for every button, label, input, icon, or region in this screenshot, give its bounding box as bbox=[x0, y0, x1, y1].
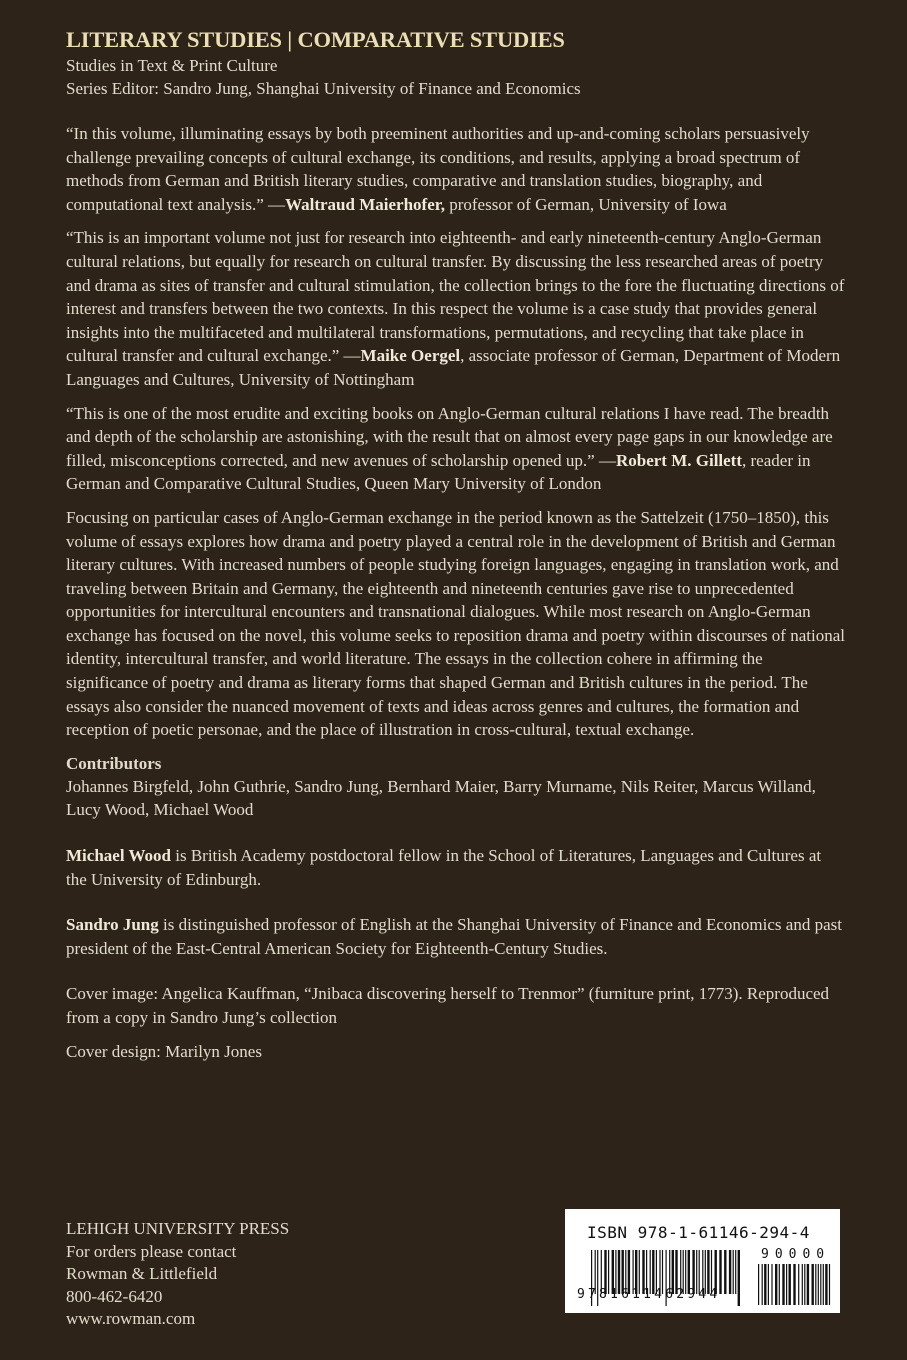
isbn-text: ISBN 978-1-61146-294-4 bbox=[587, 1223, 810, 1242]
barcode-bar bbox=[733, 1250, 734, 1294]
barcode-bar bbox=[782, 1264, 784, 1305]
contributors-list: Johannes Birgfeld, John Guthrie, Sandro Jung, Bernhard Maier, Barry Murname, Nils Reiter, Marcus Willand, Lucy Wood, Michael Wood bbox=[66, 776, 816, 820]
series-title: LITERARY STUDIES | COMPARATIVE STUDIES bbox=[66, 27, 565, 52]
series-name: Studies in Text & Print Culture bbox=[66, 56, 278, 75]
editor-bio: Michael Wood is British Academy postdoctoral fellow in the School of Literatures, Languages and Cultures at the University of Edinburgh. bbox=[66, 846, 822, 889]
cover-design-credit: Cover design: Marilyn Jones bbox=[66, 1041, 262, 1061]
distributor: Rowman & Littlefield bbox=[66, 1264, 218, 1284]
barcode-digits: 9781611462944 bbox=[577, 1287, 721, 1302]
barcode-bar bbox=[724, 1250, 726, 1294]
phone: 800-462-6420 bbox=[66, 1286, 163, 1306]
barcode-bar bbox=[775, 1264, 777, 1305]
blurb: “This is one of the most erudite and exciting books on Anglo-German cultural relations I have read. The breadth and depth of the scholarship are astonishing, with the result that on almost every page gaps in our knowledge are filled, misconceptions corrected, and new avenues of scholarship opened up.” —Robert M. Gillett, reader in German and Comparative Cultural Studies, Queen Mary University of London bbox=[66, 403, 833, 494]
barcode-bar bbox=[793, 1264, 795, 1305]
orders-note: For orders please contact bbox=[66, 1241, 237, 1261]
series-editor: Series Editor: Sandro Jung, Shanghai University of Finance and Economics bbox=[66, 79, 581, 98]
barcode-bar bbox=[818, 1264, 819, 1305]
barcode-bar bbox=[738, 1250, 740, 1306]
isbn-barcode bbox=[565, 1209, 840, 1313]
barcode-bar bbox=[804, 1264, 805, 1305]
back-cover bbox=[66, 26, 846, 1073]
barcode-bar bbox=[798, 1264, 799, 1305]
barcode-bar bbox=[815, 1264, 816, 1305]
blurb: “In this volume, illuminating essays by both preeminent authorities and up-and-coming scholars persuasively challenge prevailing concepts of cultural exchange, its conditions, and results, applying a broad spectrum of methods from German and British literary studies, comparative and translation studies, biography, and computational text analysis.” —Waltraud Maierhofer, professor of German, University of Iowa bbox=[66, 124, 810, 214]
price-code: 90000 bbox=[761, 1247, 831, 1262]
barcode-bar bbox=[729, 1250, 731, 1294]
barcode-bar bbox=[764, 1264, 766, 1305]
barcode-bar bbox=[786, 1264, 787, 1305]
barcode-bar bbox=[762, 1264, 763, 1305]
barcode-bar bbox=[768, 1264, 769, 1305]
barcode-bar bbox=[820, 1264, 821, 1305]
barcode-bar bbox=[807, 1264, 809, 1305]
website: www.rowman.com bbox=[66, 1309, 196, 1329]
barcode-bar bbox=[812, 1264, 814, 1305]
barcode-bar bbox=[802, 1264, 803, 1305]
barcode-bar bbox=[735, 1250, 736, 1294]
barcode-bar bbox=[789, 1264, 791, 1305]
barcode-bar bbox=[758, 1264, 759, 1305]
publisher-info bbox=[66, 1218, 289, 1331]
description: Focusing on particular cases of Anglo-German exchange in the period known as the Sattelzeit (1750–1850), this volume of essays explores how drama and poetry played a central role in the development of British and German literary cultures. With increased numbers of people studying foreign languages, engaging in translation work, and traveling between Britain and Germany, the eighteenth and nineteenth centuries gave rise to unprecedented opportunities for intercultural encounters and transnational dialogues. While most research on Anglo-German exchange has focused on the novel, this volume seeks to reposition drama and poetry within discourses of national identity, intercultural transfer, and world literature. The essays in the collection cohere in affirming the significance of poetry and drama as literary forms that shaped German and British cultures in the period. The essays also consider the nuanced movement of texts and ideas across genres and cultures, the formation and reception of poetic personae, and the place of illustration in cross-cultural, textual exchange. bbox=[66, 507, 845, 740]
cover-image-credit: Cover image: Angelica Kauffman, “Jnibaca discovering herself to Trenmor” (furniture print, 1773). Reproduced from a copy in Sandro Jung’s collection bbox=[66, 984, 830, 1027]
editor-bio: Sandro Jung is distinguished professor of English at the Shanghai University of Finance and Economics and past president of the East-Central American Society for Eighteenth-Century Studies. bbox=[66, 915, 842, 958]
barcode-bar bbox=[829, 1264, 830, 1305]
contributors-heading: Contributors bbox=[66, 753, 162, 773]
barcode-bar bbox=[779, 1264, 780, 1305]
blurb: “This is an important volume not just for research into eighteenth- and early nineteenth-century Anglo-German cultural relations, but equally for research on cultural transfer. By discussing the less researched areas of poetry and drama as sites of transfer and cultural stimulation, the collection brings to the fore the fluctuating directions of interest and transfers between the two contexts. In this respect the volume is a case study that provides general insights into the multifaceted and multilateral transformations, permutations, and recycling that take place in cultural transfer and cultural exchange.” —Maike Oergel, associate professor of German, Department of Modern Languages and Cultures, University of Nottingham bbox=[66, 228, 845, 389]
press-name: LEHIGH UNIVERSITY PRESS bbox=[66, 1219, 290, 1238]
barcode-bar bbox=[823, 1264, 824, 1305]
barcode-bar bbox=[825, 1264, 827, 1305]
barcode-bar bbox=[771, 1264, 772, 1305]
